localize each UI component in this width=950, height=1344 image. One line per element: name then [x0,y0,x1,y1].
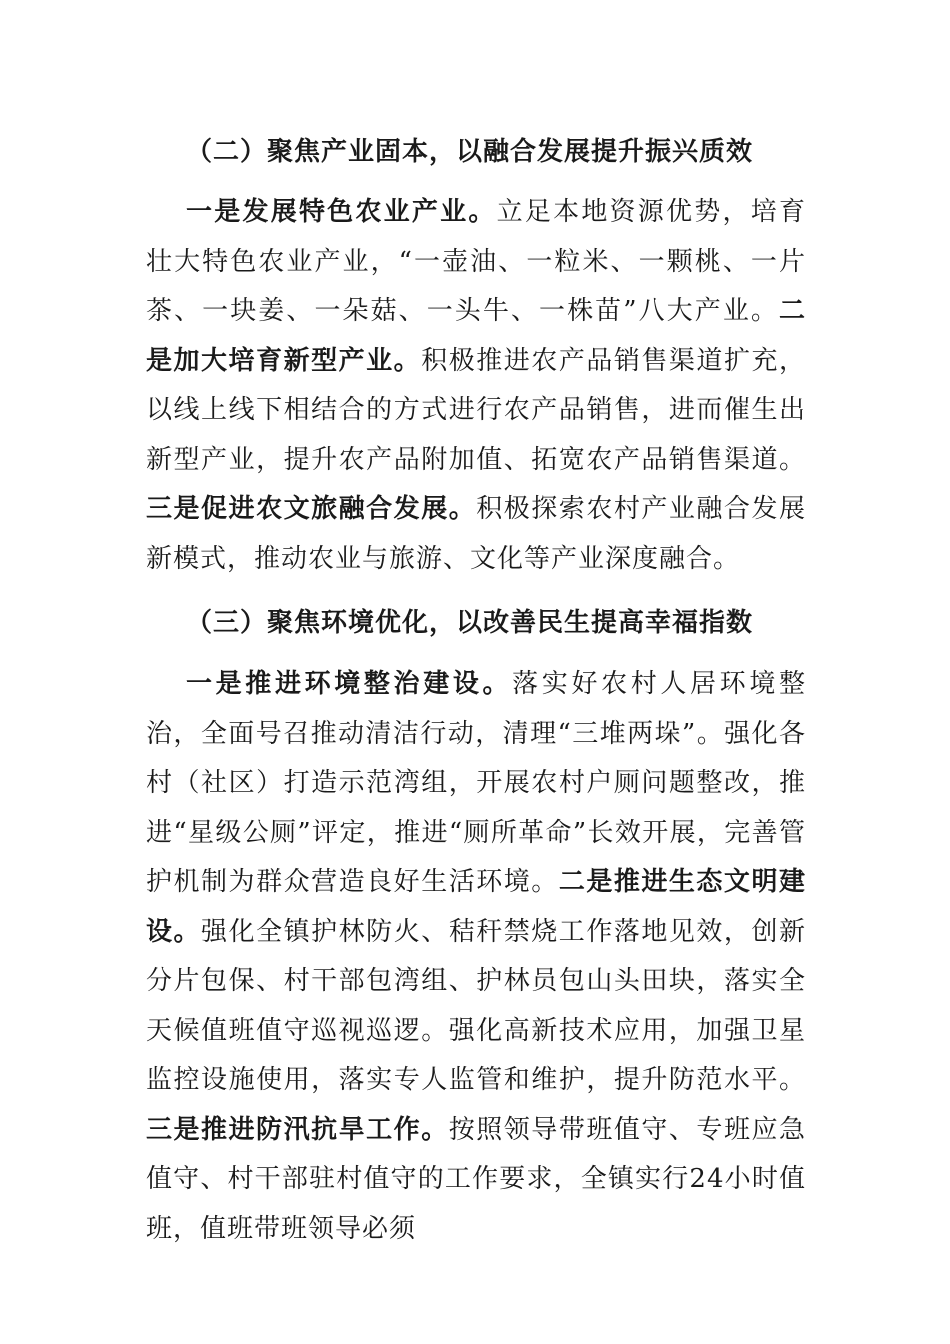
paragraph-text-2: 积极推进农产品销售渠道扩充，以线上线下相结合的方式进行农产品销售，进而催生出新型产业，提升农产品附加值、拓宽农产品销售渠道。 [146,345,806,475]
bold-lead-2: 二是加大培育新型产业。 [146,296,806,376]
bold-lead-1: 一是发展特色农业产业。 [186,197,497,227]
bold-lead-4: 一是推进环境整治建设。 [186,669,513,699]
section-2-paragraph [146,188,806,584]
paragraph-text-6: 按照领导带班值守、专班应急值守、村干部驻村值守的工作要求，全镇实行24小时值班，值班带班领导必须 [146,1114,806,1244]
section-heading-2: （二）聚焦产业固本，以融合发展提升振兴质效 [186,137,754,167]
paragraph-text-4: 落实好农村人居环境整治，全面号召推动清洁行动，清理“三堆两垛”。强化各村（社区）打造示范湾组，开展农村户厕问题整改，推进“星级公厕”评定，推进“厕所革命”长效开展，完善管护机制为群众营造良好生活环境。 [146,669,806,897]
paragraph-text-5: 强化全镇护林防火、秸秆禁烧工作落地见效，创新分片包保、村干部包湾组、护林员包山头田块，落实全天候值班值守巡视巡逻。强化高新技术应用，加强卫星监控设施使用，落实专人监管和维护，提升防范水平。 [146,916,806,1095]
bold-lead-5: 二是推进生态文明建设。 [146,867,806,947]
section-heading-3: （三）聚焦环境优化，以改善民生提高幸福指数 [186,608,754,638]
paragraph-text-1: 立足本地资源优势，培育壮大特色农业产业，“一壶油、一粒米、一颗桃、一片茶、一块姜、一朵菇、一头牛、一株苗”八大产业。 [146,197,806,326]
bold-lead-6: 三是推进防汛抗旱工作。 [146,1114,449,1145]
bold-lead-3: 三是促进农文旅融合发展。 [146,494,477,524]
paragraph-text-3: 积极探索农村产业融合发展新模式，推动农业与旅游、文化等产业深度融合。 [146,494,806,574]
section-3-paragraph [146,660,806,1254]
